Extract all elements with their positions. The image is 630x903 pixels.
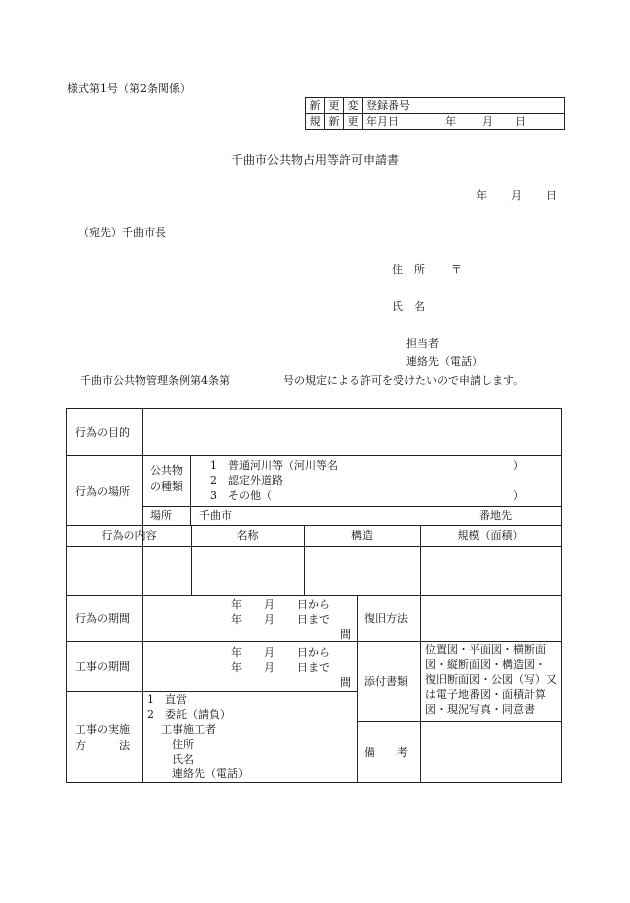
- contact-person-label: 担当者: [406, 337, 439, 350]
- modify-label-bottom: 更: [344, 114, 363, 130]
- work-period-unit: 間: [340, 676, 351, 689]
- attach-line-4: は電子地番図・面積計算: [425, 688, 546, 701]
- work-period-label: 工事の期間: [75, 660, 130, 673]
- place-suffix: 番地先: [479, 509, 512, 522]
- new-label-bottom: 規: [306, 114, 325, 130]
- address-label: 住 所: [392, 263, 425, 276]
- registration-number-label: 登録番号: [363, 98, 565, 114]
- contractor-phone-label: 連絡先（電話）: [172, 767, 249, 780]
- period-from: 年 月 日から: [231, 598, 330, 611]
- contractor-name-label: 氏名: [172, 753, 194, 766]
- contact-phone-label: 連絡先（電話）: [406, 355, 483, 368]
- location-label: 行為の場所: [75, 485, 130, 498]
- method-label-line1: 工事の実施: [75, 723, 130, 736]
- work-period-from: 年 月 日から: [231, 646, 330, 659]
- method-direct[interactable]: 1 直営: [147, 693, 187, 706]
- method-label-line2: 方 法: [75, 739, 130, 752]
- period-to: 年 月 日まで: [231, 613, 330, 626]
- period-unit: 間: [340, 628, 351, 641]
- form-number: 様式第1号（第2条関係）: [67, 82, 191, 95]
- purpose-field[interactable]: [147, 413, 557, 449]
- attach-line-2: 図・縦断面図・構造図・: [425, 658, 546, 671]
- place-city: 千曲市: [199, 509, 232, 522]
- kind-label-line1: 公共物: [150, 464, 183, 477]
- purpose-label: 行為の目的: [75, 426, 130, 439]
- registration-date: 年月日 年 月 日: [363, 114, 565, 130]
- application-date: 年 月 日: [476, 189, 557, 202]
- renew-label-top: 更: [325, 98, 344, 114]
- kind-option-other[interactable]: 3 その他（: [210, 489, 272, 502]
- period-label: 行為の期間: [75, 612, 130, 625]
- place-label: 場所: [150, 509, 172, 522]
- renew-label-bottom: 新: [325, 114, 344, 130]
- contractor-label: 工事施工者: [161, 723, 216, 736]
- kind-label-line2: の種類: [150, 480, 183, 493]
- new-label-top: 新: [306, 98, 325, 114]
- application-table: [66, 408, 562, 783]
- addressee: （宛先）千曲市長: [78, 226, 166, 239]
- kind-option-other-close: ）: [513, 489, 524, 502]
- postal-mark: 〒: [451, 263, 462, 276]
- method-contract[interactable]: 2 委託（請負）: [147, 708, 231, 721]
- header-scale: 規模（面積）: [457, 529, 524, 542]
- header-structure: 構造: [351, 529, 373, 542]
- attach-line-5: 図・現況写真・同意書: [425, 703, 535, 716]
- statement-prefix: 千曲市公共物管理条例第4条第: [80, 374, 230, 387]
- modify-label-top: 変: [344, 98, 363, 114]
- kind-option-river-close: ）: [513, 459, 524, 472]
- restore-label: 復旧方法: [364, 612, 408, 625]
- name-label: 氏 名: [392, 300, 425, 313]
- document-title: 千曲市公共物占用等許可申請書: [231, 153, 400, 167]
- attach-label: 添付書類: [364, 675, 408, 688]
- kind-option-river[interactable]: 1 普通河川等（河川等名: [210, 459, 338, 472]
- kind-option-road[interactable]: 2 認定外道路: [210, 474, 283, 487]
- attach-line-1: 位置図・平面図・横断面: [425, 643, 546, 656]
- attach-line-3: 復旧断面図・公図（写）又: [425, 673, 557, 686]
- work-period-to: 年 月 日まで: [231, 661, 330, 674]
- header-content: 行為の内容: [101, 529, 157, 542]
- statement-suffix: 号の規定による許可を受けたいので申請します。: [283, 374, 525, 387]
- remarks-label: 備 考: [364, 746, 408, 759]
- contractor-address-label: 住所: [172, 738, 194, 751]
- registration-box: [305, 97, 565, 130]
- header-name: 名称: [236, 529, 259, 542]
